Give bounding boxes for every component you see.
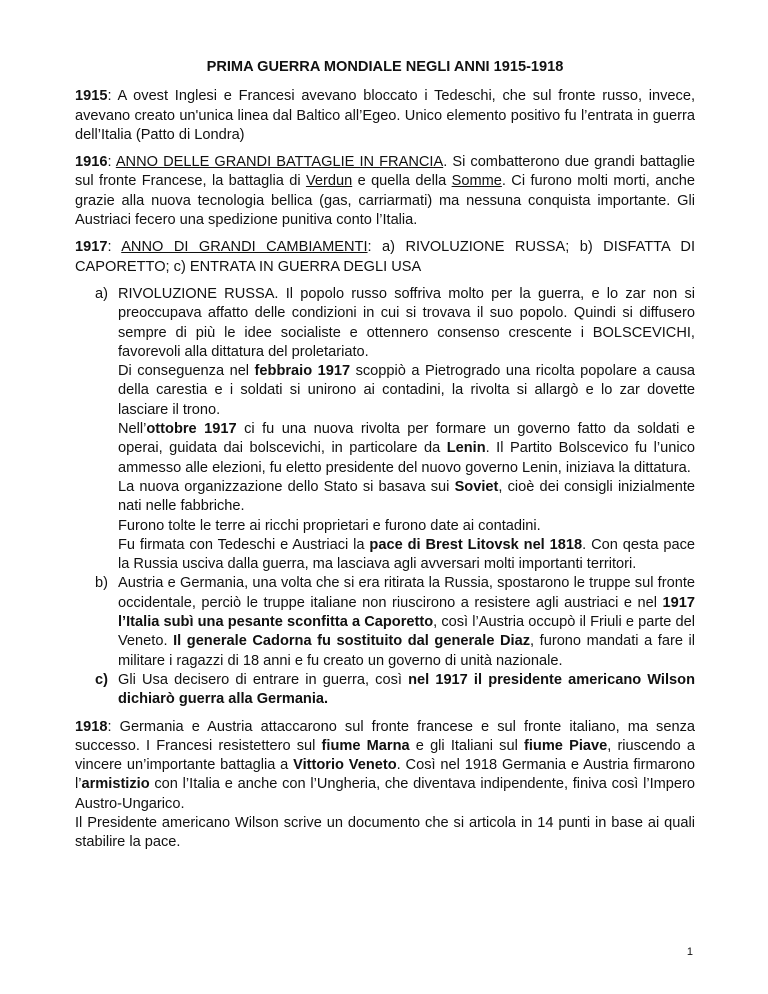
- text: Furono tolte le terre ai ricchi proprietari e furono date ai contadini.: [118, 517, 541, 534]
- text: scoppiò a Pietrogrado una ricolta popolare a causa della carestia e i soldati si unirono ai contadini, la rivolta si allargò e lo zar dovette lasciare il trono.: [118, 363, 695, 418]
- list-marker: a): [95, 285, 108, 302]
- text: , così l’Austria occupò il Friuli e parte del Veneto.: [118, 614, 695, 650]
- heading-1917: ANNO DI GRANDI CAMBIAMENTI: [121, 239, 368, 256]
- text: . Con qesta pace la Russia usciva dalla guerra, ma lasciava agli avversari molti importanti territori.: [118, 536, 695, 573]
- paragraph-1916: [75, 153, 695, 230]
- bold-text: ottobre 1917: [146, 421, 237, 438]
- events-list-1917: [75, 285, 695, 710]
- text: . Così nel 1918 Germania e Austria firmarono l’: [75, 757, 695, 793]
- text: Austria e Germania, una volta che si era ritirata la Russia, spostarono le truppe sul fronte occidentale, perciò le truppe italiane non riuscirono a resistere agli austriaci e nel: [118, 575, 695, 611]
- page-number: 1: [686, 946, 693, 958]
- text: , cioè dei consigli inizialmente nati nelle fabbriche.: [118, 478, 696, 515]
- bold-text: 1917 l’Italia subì una pesante sconfitta a Caporetto: [118, 594, 695, 631]
- page-title: PRIMA GUERRA MONDIALE NEGLI ANNI 1915-1918: [206, 59, 564, 75]
- year-1917: 1917: [75, 239, 108, 256]
- list-marker: c): [95, 671, 108, 688]
- list-item-b: [75, 574, 695, 670]
- text: : Germania e Austria attaccarono sul fronte francese e sul fronte italiano, ma senza successo. I Francesi resistettero sul: [75, 718, 695, 754]
- year-1918: 1918: [75, 718, 108, 735]
- bold-text: febbraio 1917: [254, 363, 351, 380]
- heading-1916: ANNO DELLE GRANDI BATTAGLIE IN FRANCIA: [115, 154, 444, 171]
- text: e quella della: [352, 173, 452, 190]
- text: con l’Italia e anche con l’Ungheria, che diventava indipendente, finiva così l’Impero Austro-Ungarico.: [75, 776, 695, 812]
- paragraph-1918: [75, 718, 695, 814]
- text: [118, 574, 695, 670]
- paragraph-1917: [75, 238, 695, 277]
- bold-text: Vittorio Veneto: [293, 757, 397, 774]
- sep: :: [107, 239, 122, 256]
- sep: :: [107, 154, 116, 171]
- bold-text: Soviet: [454, 478, 499, 495]
- text: [118, 671, 695, 710]
- text: Fu firmata con Tedeschi e Austriaci la: [118, 536, 370, 553]
- bold-text: pace di Brest Litovsk nel 1818: [369, 536, 583, 553]
- text: . Ci furono molti morti, anche grazie alla nuova tecnologia bellica (gas, carriarmati) ma nessuna conquista importante. Gli Austriaci fecero una spedizione punitiva conto l’Italia.: [75, 173, 695, 229]
- text: [118, 362, 695, 420]
- text: , furono mandati a fare il militare i ragazzi di 18 anni e fu creato un governo di unità nazionale.: [118, 633, 696, 669]
- bold-text: fiume Piave: [524, 737, 608, 754]
- text: . Il Partito Bolscevico fu l’unico ammesso alle elezioni, fu eletto presidente del nuovo governo Lenin, iniziava la dittatura.: [118, 440, 695, 476]
- text: La nuova organizzazione dello Stato si basava sui: [118, 478, 455, 495]
- bold-text: armistizio: [81, 776, 150, 793]
- text: Di conseguenza nel: [118, 363, 255, 380]
- list-item-c: [75, 671, 695, 710]
- paragraph-wilson: Il Presidente americano Wilson scrive un documento che si articola in 14 punti in base ai quali stabilire la pace.: [75, 814, 695, 851]
- text: Gli Usa decisero di entrare in guerra, così: [118, 671, 409, 688]
- text: e gli Italiani sul: [409, 737, 524, 754]
- text: : a) RIVOLUZIONE RUSSA; b) DISFATTA DI CAPORETTO; c) ENTRATA IN GUERRA DEGLI USA: [75, 239, 696, 275]
- year-1915: 1915: [75, 88, 108, 105]
- text: . Si combatterono due grandi battaglie sul fronte Francese, la battaglia di: [75, 154, 695, 190]
- paragraph-1915: [75, 87, 695, 145]
- text: [118, 536, 695, 575]
- bold-text: Lenin: [446, 440, 486, 457]
- text: [118, 420, 695, 478]
- bold-text: fiume Marna: [321, 737, 410, 754]
- list-item-a: [75, 285, 695, 574]
- list-marker: b): [95, 575, 108, 592]
- year-1916: 1916: [75, 154, 108, 171]
- text: Nell’: [118, 421, 147, 438]
- verdun: Verdun: [305, 173, 353, 190]
- text: ci fu una nuova rivolta per formare un governo fatto da soldati e operai, guidata dai bolscevichi, in particolare da: [118, 421, 696, 457]
- somme: Somme: [451, 173, 502, 190]
- bold-text: Il generale Cadorna fu sostituito dal generale Diaz: [173, 633, 531, 650]
- text-1915: : A ovest Inglesi e Francesi avevano bloccato i Tedeschi, che sul fronte russo, invece, avevano creato un'unica linea dal Baltico all’Egeo. Unico elemento positivo fu l’entrata in guerra dell’Italia (Patto di Londra): [75, 88, 695, 143]
- text: , riuscendo a vincere un’importante battaglia a: [75, 737, 696, 774]
- bold-text: nel 1917 il presidente americano Wilson dichiarò guerra alla Germania.: [118, 671, 695, 708]
- text: RIVOLUZIONE RUSSA. Il popolo russo soffriva molto per la guerra, e lo zar non si preoccupava affatto delle condizioni in cui si trovava il suo popolo. Quindi si diffusero sempre di più le idee socialiste e ottennero consenso crescente i BOLSCEVICHI, favorevoli alla dittatura del proletariato.: [118, 285, 695, 360]
- document-page: [75, 58, 695, 861]
- text: [118, 478, 695, 517]
